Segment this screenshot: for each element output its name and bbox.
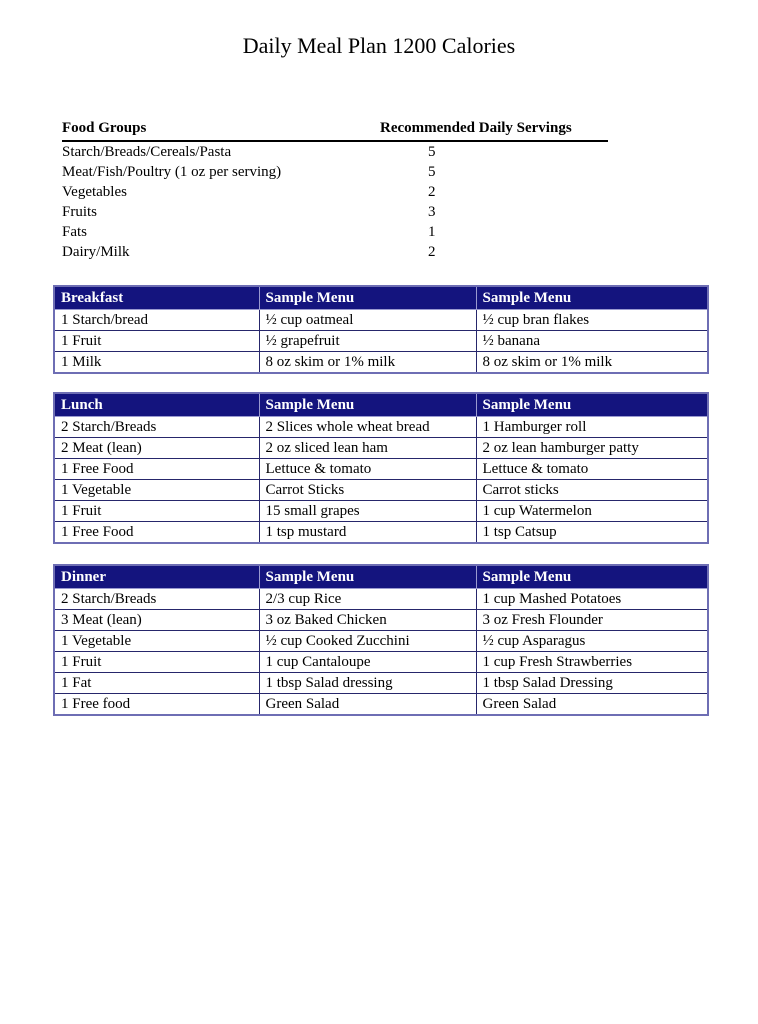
table-cell: 1 Free Food: [54, 522, 259, 544]
table-cell: 3 Meat (lean): [54, 610, 259, 631]
table-cell: 2 Slices whole wheat bread: [259, 417, 476, 438]
table-cell: 1 Fruit: [54, 331, 259, 352]
table-cell: 1 Fruit: [54, 501, 259, 522]
table-row: [54, 673, 708, 694]
table-cell: Lettuce & tomato: [476, 459, 708, 480]
table-row: [54, 459, 708, 480]
food-groups-header-row: [62, 120, 608, 141]
table-cell: Green Salad: [476, 694, 708, 716]
table-row: [54, 694, 708, 716]
table-cell: 2 oz sliced lean ham: [259, 438, 476, 459]
table-row: [54, 522, 708, 544]
table-cell: Fruits: [62, 203, 98, 220]
table-cell: 1: [428, 223, 436, 240]
table-cell: ½ grapefruit: [259, 331, 476, 352]
table-cell: 1 cup Mashed Potatoes: [476, 589, 708, 610]
table-cell: 1 cup Cantaloupe: [259, 652, 476, 673]
table-cell: 2: [428, 183, 436, 200]
servings-header: Recommended Daily Servings: [380, 120, 608, 141]
table-cell: Carrot Sticks: [259, 480, 476, 501]
table-cell: Dairy/Milk: [62, 243, 130, 260]
food-groups-header: Food Groups: [62, 120, 380, 141]
table-cell: Vegetables: [62, 183, 127, 200]
table-cell: 1 tsp Catsup: [476, 522, 708, 544]
food-groups-table: [62, 120, 608, 262]
table-cell: 8 oz skim or 1% milk: [476, 352, 708, 374]
table-cell: ½ banana: [476, 331, 708, 352]
table-row: [54, 310, 708, 331]
table-row: [62, 182, 608, 202]
table-cell: 1 Starch/bread: [54, 310, 259, 331]
table-cell: Meat/Fish/Poultry (1 oz per serving): [62, 163, 282, 180]
sample-menu-header: Sample Menu: [476, 393, 708, 417]
table-row: [54, 652, 708, 673]
table-cell: ½ cup Asparagus: [476, 631, 708, 652]
table-cell: Fats: [62, 223, 88, 240]
sample-menu-header: Sample Menu: [259, 393, 476, 417]
table-row: [62, 141, 608, 162]
lunch-header: Lunch: [54, 393, 259, 417]
table-cell: 15 small grapes: [259, 501, 476, 522]
table-cell: 1 Free food: [54, 694, 259, 716]
table-cell: Lettuce & tomato: [259, 459, 476, 480]
table-row: [62, 242, 608, 262]
table-row: [54, 501, 708, 522]
dinner-body: [54, 589, 708, 716]
lunch-table: [53, 392, 709, 544]
lunch-header-row: [54, 393, 708, 417]
table-cell: 1 tsp mustard: [259, 522, 476, 544]
table-cell: 1 cup Fresh Strawberries: [476, 652, 708, 673]
table-cell: 1 tbsp Salad dressing: [259, 673, 476, 694]
table-cell: 8 oz skim or 1% milk: [259, 352, 476, 374]
table-cell: 1 Vegetable: [54, 480, 259, 501]
breakfast-header-row: [54, 286, 708, 310]
table-cell: 1 Milk: [54, 352, 259, 374]
table-row: [54, 589, 708, 610]
table-cell: 1 Free Food: [54, 459, 259, 480]
table-cell: 1 cup Watermelon: [476, 501, 708, 522]
table-cell: 5: [428, 143, 436, 160]
sample-menu-header: Sample Menu: [476, 565, 708, 589]
table-row: [62, 222, 608, 242]
table-cell: 1 Hamburger roll: [476, 417, 708, 438]
table-row: [54, 631, 708, 652]
table-row: [54, 352, 708, 374]
table-row: [54, 417, 708, 438]
table-row: [54, 438, 708, 459]
breakfast-table: [53, 285, 709, 374]
table-cell: 2 oz lean hamburger patty: [476, 438, 708, 459]
breakfast-body: [54, 310, 708, 374]
table-cell: 1 Fruit: [54, 652, 259, 673]
table-cell: ½ cup Cooked Zucchini: [259, 631, 476, 652]
table-cell: 1 Fat: [54, 673, 259, 694]
table-cell: 1 Vegetable: [54, 631, 259, 652]
table-cell: 1 tbsp Salad Dressing: [476, 673, 708, 694]
table-cell: 2 Starch/Breads: [54, 589, 259, 610]
table-cell: 2 Starch/Breads: [54, 417, 259, 438]
table-cell: ½ cup bran flakes: [476, 310, 708, 331]
page-title: Daily Meal Plan 1200 Calories: [242, 33, 516, 58]
table-cell: 2/3 cup Rice: [259, 589, 476, 610]
table-cell: 3 oz Fresh Flounder: [476, 610, 708, 631]
table-cell: ½ cup oatmeal: [259, 310, 476, 331]
dinner-header: Dinner: [54, 565, 259, 589]
table-cell: 3 oz Baked Chicken: [259, 610, 476, 631]
table-row: [62, 162, 608, 182]
table-cell: Green Salad: [259, 694, 476, 716]
table-cell: 3: [428, 203, 436, 220]
table-cell: 2 Meat (lean): [54, 438, 259, 459]
table-row: [54, 480, 708, 501]
lunch-body: [54, 417, 708, 544]
sample-menu-header: Sample Menu: [259, 565, 476, 589]
table-cell: Starch/Breads/Cereals/Pasta: [62, 143, 232, 160]
table-row: [54, 331, 708, 352]
table-cell: 5: [428, 163, 436, 180]
table-cell: 2: [428, 243, 436, 260]
food-groups-body: [62, 141, 608, 262]
table-row: [54, 610, 708, 631]
dinner-header-row: [54, 565, 708, 589]
sample-menu-header: Sample Menu: [476, 286, 708, 310]
table-row: [62, 202, 608, 222]
breakfast-header: Breakfast: [54, 286, 259, 310]
sample-menu-header: Sample Menu: [259, 286, 476, 310]
dinner-table: [53, 564, 709, 716]
table-cell: Carrot sticks: [476, 480, 708, 501]
